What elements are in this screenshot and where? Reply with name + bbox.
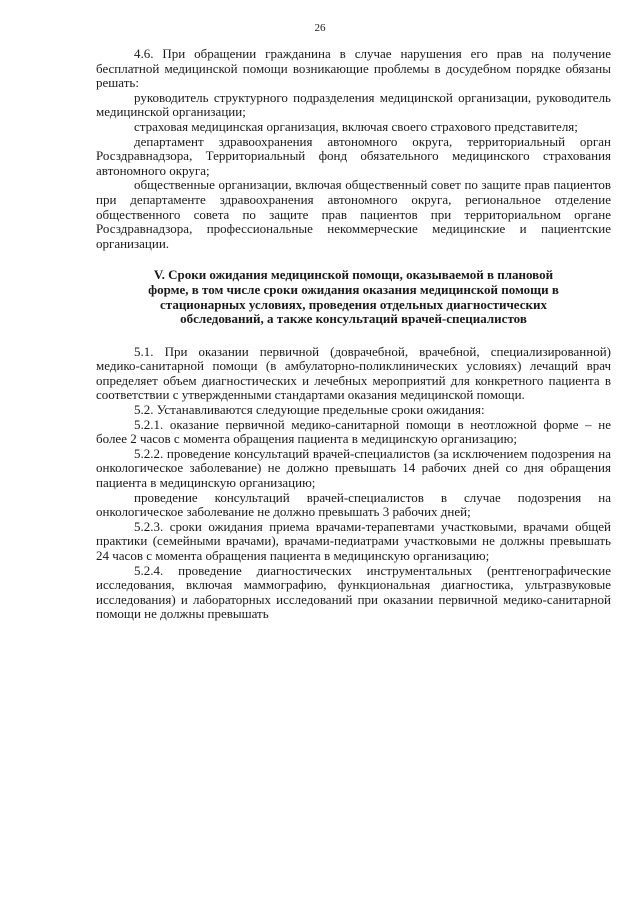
paragraph-5-2-4: 5.2.4. проведение диагностических инструментальных (рентгенографические исследования, включая маммографию, функциональная диагностика, ультразвуковые исследования) и лабораторных исследований при оказании первичной медико-санитарной помощи не должны превышать (96, 562, 611, 622)
paragraph-5-1: 5.1. При оказании первичной (доврачебной, врачебной, специализированной) медико-санитарной помощи (в амбулаторно-поликлинических условиях) лечащий врач определяет объем диагностических и лечебных мероприятий для конкретного пациента в соответствии с утвержденными стандартами оказания медицинской помощи. (96, 343, 611, 403)
paragraph-5-2-1: 5.2.1. оказание первичной медико-санитарной помощи в неотложной форме – не более 2 часов с момента обращения пациента в медицинскую организацию; (96, 416, 611, 447)
paragraph-health-department: департамент здравоохранения автономного округа, территориальный орган Росздравнадзора, Территориальный фонд обязательного медицинского страхования автономного округа; (96, 133, 611, 178)
section-heading-v: V. Сроки ожидания медицинской помощи, оказываемой в плановой форме, в том числе сроки ожидания оказания медицинской помощи в стационарных условиях, проведения отдельных диагностических обследований, а также консультаций врачей-специалистов (148, 267, 559, 327)
page-number: 26 (314, 22, 326, 34)
paragraph-public-orgs: общественные организации, включая общественный совет по защите прав пациентов при департаменте здравоохранения автономного округа, региональное отделение общественного совета по защите прав пациентов при территориальном органе Росздравнадзора, профессиональные некоммерческие медицинские и пациентские организации. (96, 177, 611, 251)
paragraph-insurance-org: страховая медицинская организация, включая своего страхового представителя; (134, 118, 578, 134)
paragraph-5-2-2: 5.2.2. проведение консультаций врачей-специалистов (за исключением подозрения на онкологическое заболевание) не должно превышать 14 рабочих дней со дня обращения пациента в медицинскую организацию; (96, 445, 611, 491)
paragraph-5-2-3: 5.2.3. сроки ожидания приема врачами-терапевтами участковыми, врачами общей практики (семейными врачами), врачами-педиатрами участковыми не должны превышать 24 часов с момента обращения пациента в медицинскую организацию; (96, 518, 611, 563)
paragraph-oncology: проведение консультаций врачей-специалистов в случае подозрения на онкологическое заболевание не должно превышать 3 рабочих дней; (96, 489, 611, 520)
paragraph-org-heads: руководитель структурного подразделения медицинской организации, руководитель медицинской организации; (96, 89, 611, 120)
paragraph-5-2: 5.2. Устанавливаются следующие предельные сроки ожидания: (134, 402, 485, 418)
document-body (96, 47, 611, 622)
paragraph-4-6: 4.6. При обращении гражданина в случае нарушения его прав на получение бесплатной медицинской помощи возникающие проблемы в досудебном порядке обязаны решать: (96, 46, 611, 91)
